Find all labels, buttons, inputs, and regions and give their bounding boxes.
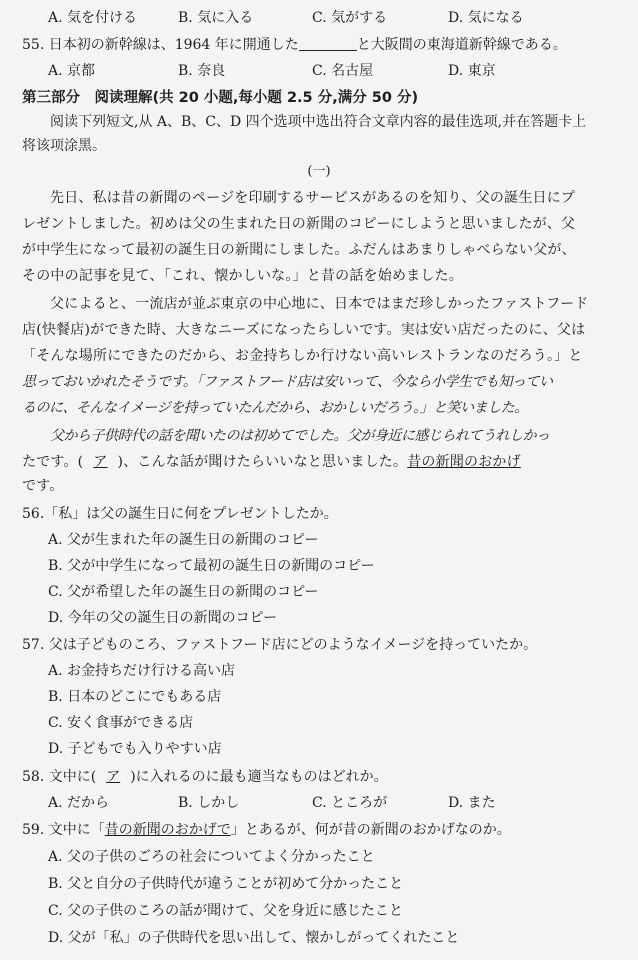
q58-option-b: B. しかし — [178, 795, 240, 811]
passage-line-4: その中の記事を見て、「これ、懐かしいな。」と昔の話を始めました。 — [22, 268, 463, 284]
q59-stem — [22, 820, 511, 840]
q55-option-b: B. 奈良 — [178, 63, 226, 79]
passage-line-1: 先日、私は昔の新聞のページを印刷するサービスがあるのを知り、父の誕生日にプ — [50, 190, 576, 206]
q56-option-d: D. 今年の父の誕生日の新聞のコピー — [48, 610, 278, 626]
passage-line-3: が中学生になって最初の誕生日の新聞にしました。ふだんはあまりしゃべらない父が、 — [22, 242, 576, 258]
q54-option-c: C. 気がする — [312, 10, 388, 26]
q59-underlined-phrase: 昔の新聞のおかげで — [104, 822, 231, 838]
q56-option-c: C. 父が希望した年の誕生日の新聞のコピー — [48, 584, 319, 600]
section-instruction-line-1: 阅读下列短文,从 A、B、C、D 四个选项中选出符合文章内容的最佳选项,并在答题卡上 — [50, 114, 587, 130]
q57-option-b: B. 日本のどこにでもある店 — [48, 689, 222, 705]
passage-line-10: 父から子供時代の話を聞いたのは初めてでした。父が身近に感じられてうれしかっ — [50, 428, 550, 444]
passage-line-7: 「そんな場所にできたのだから、お金持ちしか行けない高いレストランなのだろう。」と — [22, 348, 583, 364]
q57-option-a: A. お金持ちだけ行ける高い店 — [48, 663, 236, 679]
q58-option-d: D. また — [448, 795, 496, 811]
passage-underlined-phrase: 昔の新聞のおかげ — [407, 454, 521, 470]
q57-stem: 57. 父は子どものころ、ファストフード店にどのようなイメージを持っていたか。 — [22, 637, 538, 653]
q56-option-b: B. 父が中学生になって最初の誕生日の新聞のコピー — [48, 558, 375, 574]
q57-option-d: D. 子どもでも入りやすい店 — [48, 741, 222, 757]
q59-option-b: B. 父と自分の子供時代が違うことが初めて分かったこと — [48, 876, 404, 892]
q55-option-c: C. 名古屋 — [312, 63, 374, 79]
passage-line-8: 思っておいかれたそうです。「ファストフード店は安いって、今なら小学生でも知ってい — [22, 374, 553, 390]
q59-option-c: C. 父の子供のころの話が聞けて、父を身近に感じたこと — [48, 903, 403, 919]
q55-stem — [22, 35, 567, 55]
q57-option-c: C. 安く食事ができる店 — [48, 715, 194, 731]
q55-stem-after: と大阪間の東海道新幹線である。 — [356, 37, 567, 53]
q58-blank: ア — [106, 769, 121, 785]
passage-line-11-after: )、こんな話が聞けたらいいなと思いました。 — [117, 454, 408, 470]
passage-line-11-before: たです。( — [22, 454, 84, 470]
q56-option-a: A. 父が生まれた年の誕生日の新聞のコピー — [48, 532, 319, 548]
passage-line-11 — [22, 450, 521, 475]
passage-line-9: るのに、そんなイメージを持っていたんだから、おかしいだろう。」と笑いました。 — [22, 400, 528, 416]
q55-option-a: A. 京都 — [48, 63, 96, 79]
q54-option-b: B. 気に入る — [178, 10, 254, 26]
passage-number: (一) — [307, 164, 331, 179]
q58-stem-before: 58. 文中に( — [22, 769, 97, 785]
q58-option-c: C. ところが — [312, 795, 388, 811]
passage-blank-a: ア — [93, 454, 108, 470]
section-title: 第三部分 阅读理解(共 20 小题,每小题 2.5 分,满分 50 分) — [22, 90, 419, 106]
section-instruction-line-2: 将该项涂黑。 — [22, 138, 106, 154]
q54-option-a: A. 気を付ける — [48, 10, 138, 26]
q59-stem-after: 」とあるが、何が昔の新聞のおかげなのか。 — [230, 822, 511, 838]
q58-stem — [22, 767, 388, 787]
q59-option-d: D. 父が「私」の子供時代を思い出して、懐かしがってくれたこと — [48, 930, 460, 946]
q56-stem: 56.「私」は父の誕生日に何をプレゼントしたか。 — [22, 506, 338, 522]
passage-line-12: です。 — [22, 478, 64, 494]
q58-option-a: A. だから — [48, 795, 110, 811]
q55-blank — [299, 36, 357, 51]
q55-stem-before: 55. 日本初の新幹線は、1964 年に開通した — [22, 37, 299, 53]
passage-line-2: レゼントしました。初めは父の生まれた日の新聞のコピーにしようと思いましたが、父 — [22, 216, 576, 232]
q55-option-d: D. 東京 — [448, 63, 496, 79]
q58-stem-after: )に入れるのに最も適当なものはどれか。 — [130, 769, 388, 785]
q54-option-d: D. 気になる — [448, 10, 524, 26]
passage-line-5: 父によると、一流店が並ぶ東京の中心地に、日本ではまだ珍しかったファストフード — [50, 296, 589, 312]
passage-line-6: 店(快餐店)ができた時、大きなニーズになったらしいです。実は安い店だったのに、父は — [22, 322, 586, 338]
q59-option-a: A. 父の子供のごろの社会についてよく分かったこと — [48, 849, 375, 865]
q59-stem-before: 59. 文中に「 — [22, 822, 105, 838]
